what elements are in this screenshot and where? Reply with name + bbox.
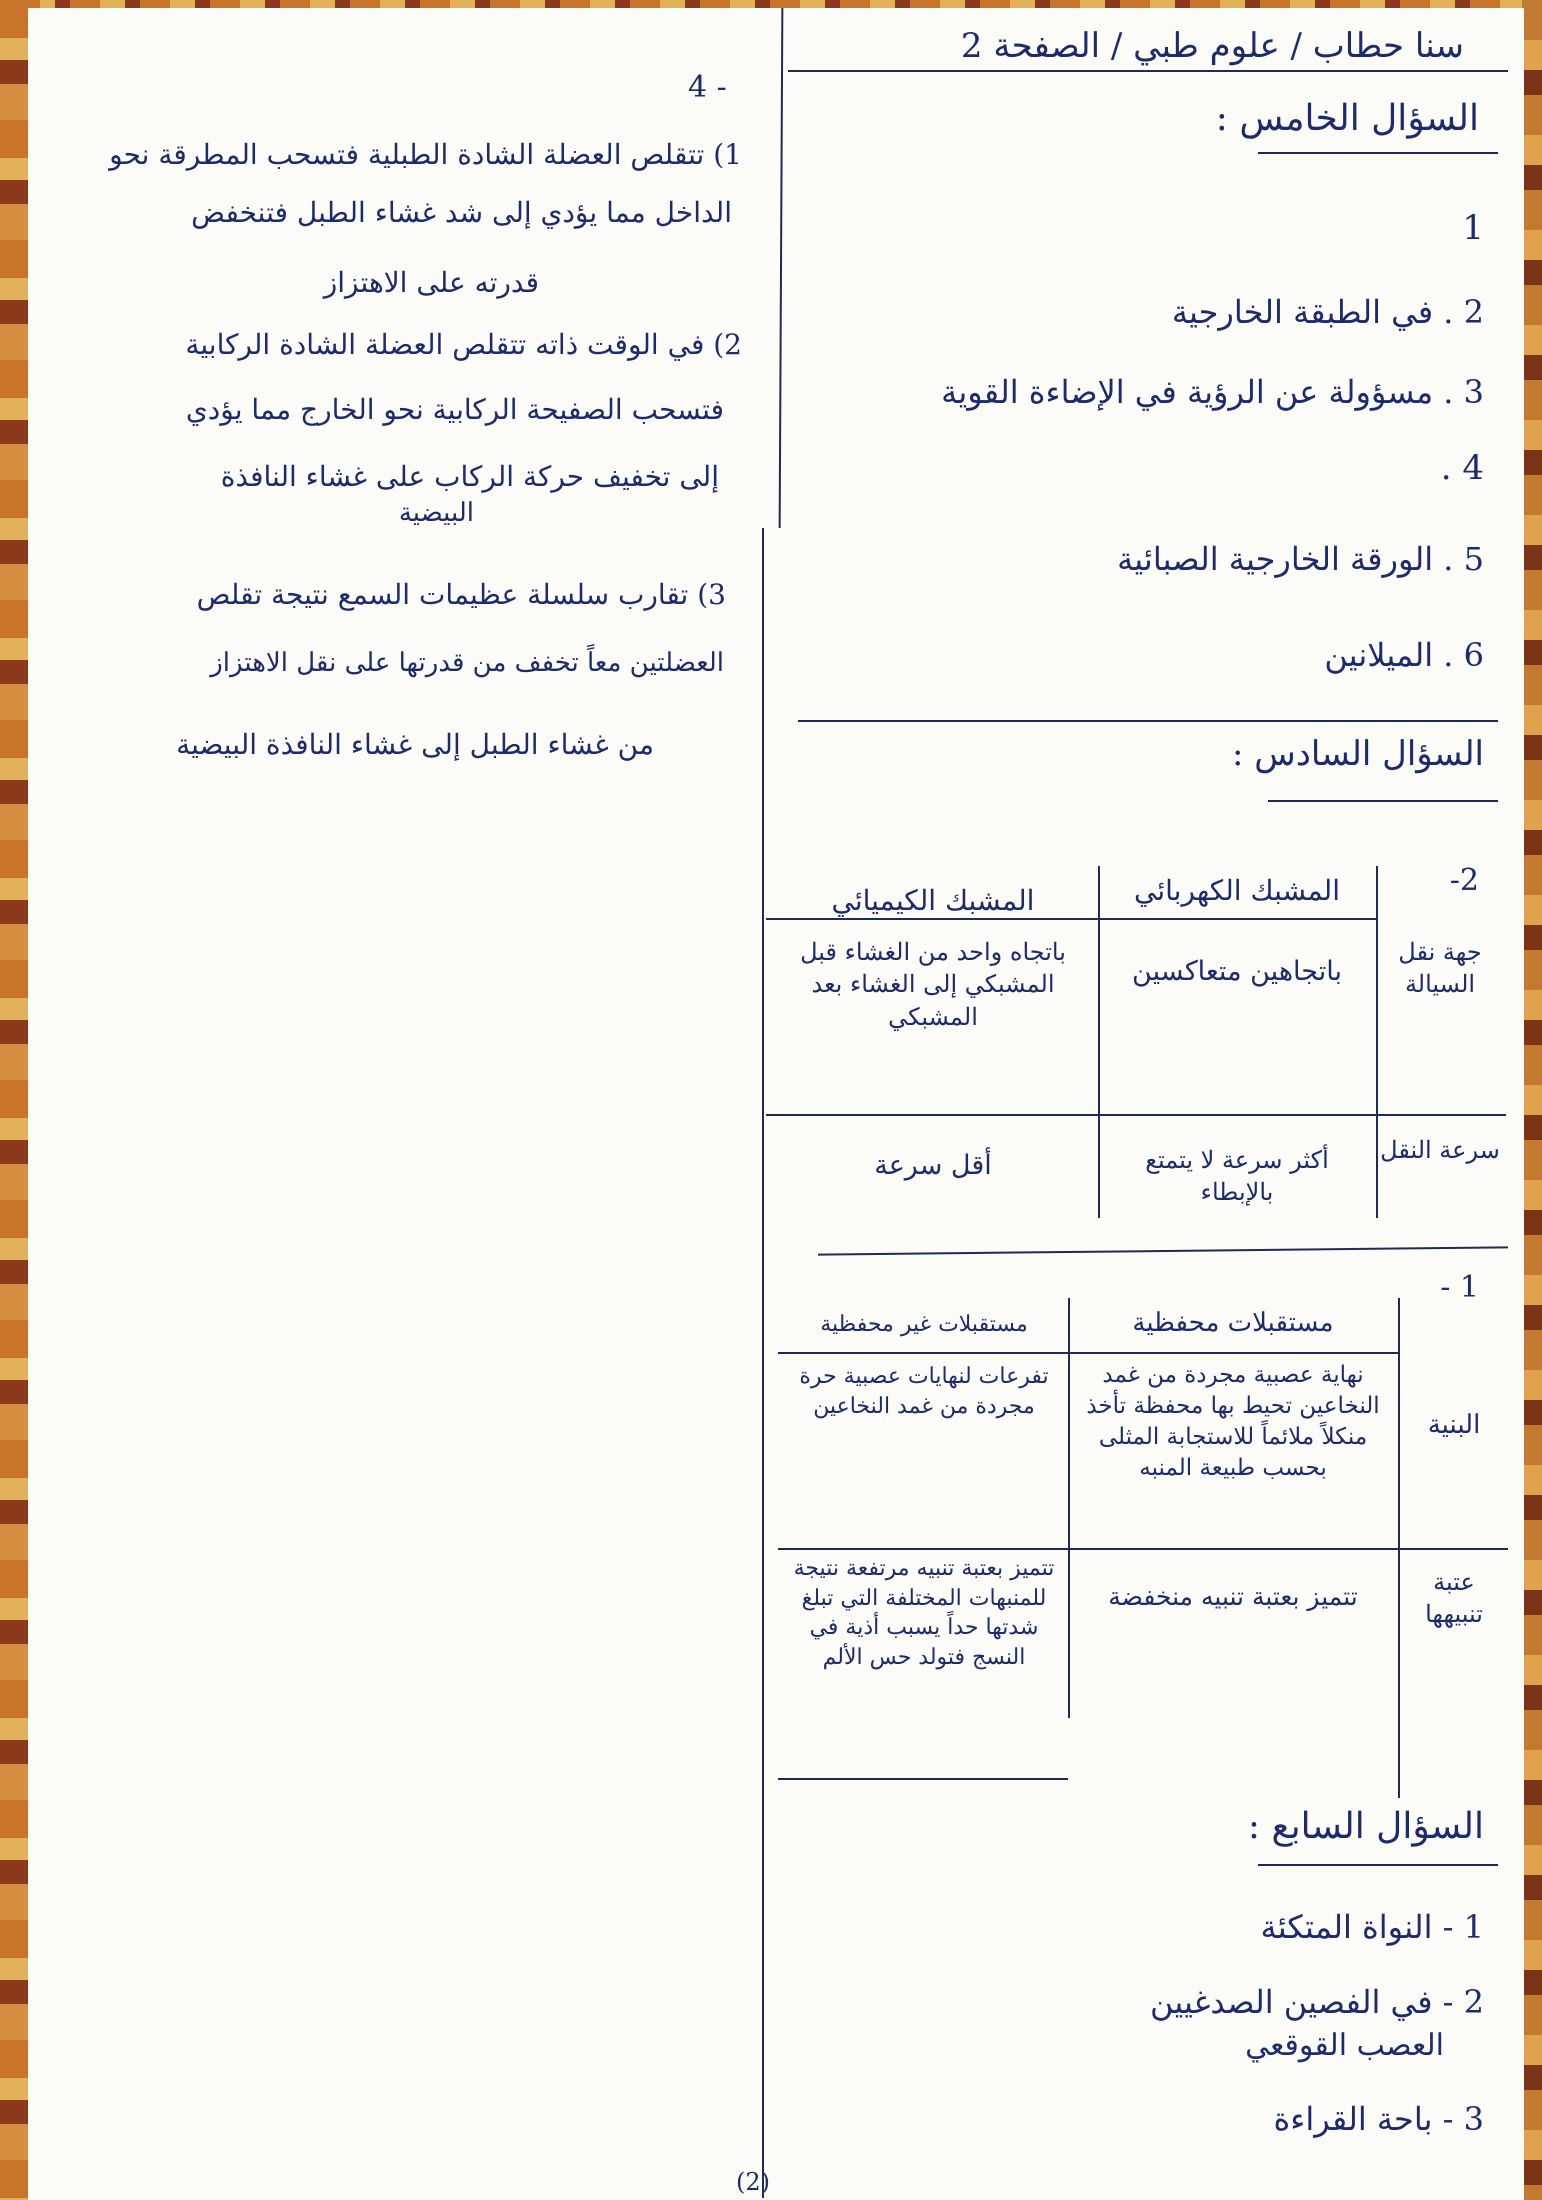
q7-title-underline — [1258, 1864, 1498, 1866]
q7-item-1: 1 - النواة المتكئة — [1260, 1908, 1484, 1946]
synapse-row2-electrical: أكثر سرعة لا يتمتع بالإبطاء — [1145, 1146, 1329, 1207]
synapse-comparison-table — [766, 866, 1506, 1218]
notebook-page — [28, 8, 1524, 2200]
page-header: سنا حطاب / علوم طبي / الصفحة 2 — [960, 26, 1464, 66]
synapse-row2-chemical: أقل سرعة — [874, 1150, 992, 1181]
q5-item-2: 2 . في الطبقة الخارجية — [1171, 293, 1484, 331]
q4-line-1: 1) تتقلص العضلة الشادة الطبلية فتسحب المطرقة نحو — [109, 138, 742, 171]
receptor-row2-label: عتبة تنبيهها — [1425, 1568, 1483, 1629]
q5-item-3: 3 . مسؤولة عن الرؤية في الإضاءة القوية — [941, 373, 1484, 411]
receptor-row2-free: تتميز بعتبة تنبيه مرتفعة نتيجة للمنبهات المختلفة التي تبلغ شدتها حداً يسبب أذية في النسج فتولد حس الألم — [793, 1556, 1055, 1671]
q5-item-5: 5 . الورقة الخارجية الصبائية — [1117, 540, 1484, 578]
q6-title: السؤال السادس : — [1231, 734, 1484, 774]
receptor-row2-encapsulated: تتميز بعتبة تنبيه منخفضة — [1108, 1582, 1358, 1611]
center-divider-line — [779, 8, 784, 528]
carpet-background-right — [1522, 0, 1542, 2200]
q4-line-5: فتسحب الصفيحة الركابية نحو الخارج مما يؤدي — [185, 393, 724, 426]
q5-title-underline — [1258, 152, 1498, 154]
q5-item-4: 4 . — [1440, 448, 1484, 488]
section-divider-q6-parts — [818, 1246, 1508, 1255]
receptor-row1-label: البنية — [1427, 1410, 1481, 1440]
q5-item-6: 6 . الميلانين — [1324, 636, 1484, 674]
q7-title: السؤال السابع : — [1247, 1806, 1484, 1847]
q4-number: 4 - — [688, 70, 727, 105]
q4-line-2: الداخل مما يؤدي إلى شد غشاء الطبل فتنخفض — [191, 196, 732, 229]
synapse-row1-label: جهة نقل السيالة — [1398, 938, 1482, 999]
q7-item-3: 3 - باحة القراءة — [1273, 2100, 1484, 2138]
q5-title: السؤال الخامس : — [1215, 98, 1479, 139]
receptor-header-free: مستقبلات غير محفظية — [820, 1312, 1028, 1337]
q7-item-2: 2 - في الفصين الصدغيين — [1149, 1983, 1484, 2021]
synapse-header-electrical: المشبك الكهربائي — [1133, 874, 1340, 907]
q4-line-6: إلى تخفيف حركة الركاب على غشاء النافذة — [220, 460, 719, 493]
q4-line-10: من غشاء الطبل إلى غشاء النافذة البيضية — [176, 728, 654, 761]
header-underline — [788, 70, 1508, 72]
q4-line-3: قدرته على الاهتزاز — [323, 266, 539, 299]
synapse-row1-chemical: باتجاه واحد من الغشاء قبل المشبكي إلى الغشاء بعد المشبكي — [800, 938, 1066, 1031]
receptor-header-encapsulated: مستقبلات محفظية — [1132, 1308, 1334, 1338]
q4-line-7: البيضية — [398, 498, 474, 528]
q7-item-2b: العصب القوقعي — [1245, 2028, 1444, 2063]
q6-part1-number: 1 - — [1440, 1270, 1479, 1305]
q6-title-underline — [1268, 800, 1498, 802]
synapse-header-chemical: المشبك الكيميائي — [831, 884, 1035, 917]
receptor-comparison-table — [778, 1298, 1508, 1798]
synapse-row2-label: سرعة النقل — [1380, 1136, 1500, 1164]
q4-line-9: العضلتين معاً تخفف من قدرتها على نقل الاهتزاز — [210, 648, 724, 678]
section-divider-q5 — [798, 720, 1498, 722]
receptor-row1-free: تفرعات لنهايات عصبية حرة مجردة من غمد النخاعين — [799, 1364, 1049, 1419]
q4-line-8: 3) تقارب سلسلة عظيمات السمع نتيجة تقلص — [196, 578, 726, 611]
center-divider-line-lower — [762, 528, 764, 2198]
q6-part2-number: 2- — [1449, 863, 1479, 898]
page-number: (2) — [736, 2168, 770, 2196]
q5-item-1: 1 — [1462, 208, 1484, 248]
receptor-row1-encapsulated: نهاية عصبية مجردة من غمد النخاعين تحيط بها محفظة تأخذ منكلاً ملائماً للاستجابة المثلى بحسب طبيعة المنبه — [1086, 1362, 1380, 1482]
synapse-row1-electrical: باتجاهين متعاكسين — [1132, 956, 1342, 987]
q4-line-4: 2) في الوقت ذاته تتقلص العضلة الشادة الركابية — [185, 328, 742, 361]
